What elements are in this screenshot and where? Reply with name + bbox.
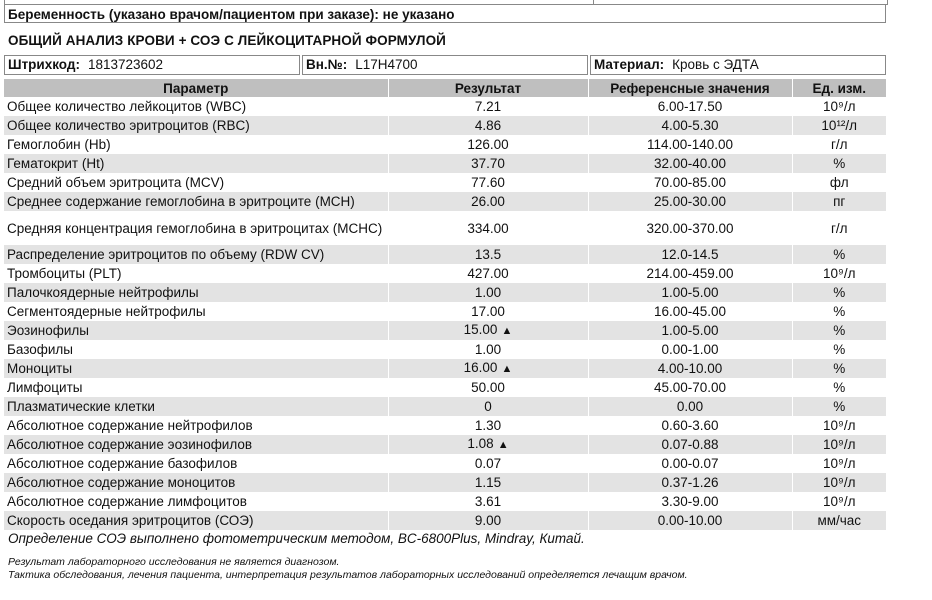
parameter-cell-text: Скорость оседания эритроцитов (СОЭ) <box>7 513 254 528</box>
unit-cell-text: 10⁹/л <box>823 266 856 281</box>
table-row <box>4 492 886 511</box>
table-row <box>4 245 886 264</box>
parameter-cell-text: Общее количество эритроцитов (RBC) <box>7 118 250 133</box>
unit-cell <box>792 416 886 435</box>
unit-cell <box>792 397 886 416</box>
unit-cell-text: пг <box>833 194 846 209</box>
result-cell-text: 17.00 <box>471 304 505 319</box>
unit-cell <box>792 378 886 397</box>
reference-cell-text: 25.00-30.00 <box>653 194 727 209</box>
column-header-unit: Ед. изм. <box>792 79 886 97</box>
unit-cell-text: % <box>833 285 846 300</box>
result-cell <box>388 454 588 473</box>
result-cell-text: 7.21 <box>474 99 502 114</box>
parameter-cell-text: Моноциты <box>7 361 73 376</box>
result-cell-text: 0 <box>484 399 492 414</box>
barcode-label: Штрихкод: <box>8 57 80 72</box>
parameter-cell-text: Гематокрит (Ht) <box>7 156 105 171</box>
high-flag-icon: ▲ <box>497 439 509 451</box>
reference-cell-text: 0.00-1.00 <box>661 342 719 357</box>
unit-cell <box>792 511 886 530</box>
result-cell <box>388 359 588 378</box>
table-row <box>4 511 886 530</box>
unit-cell-text: фл <box>829 175 849 190</box>
parameter-cell <box>4 511 388 530</box>
unit-cell-text: % <box>833 156 846 171</box>
reference-cell-text: 4.00-5.30 <box>661 118 719 133</box>
column-header-parameter: Параметр <box>4 79 388 97</box>
reference-cell-text: 114.00-140.00 <box>646 137 734 152</box>
reference-cell-text: 70.00-85.00 <box>653 175 727 190</box>
result-cell <box>388 435 588 454</box>
unit-cell-text: % <box>833 399 846 414</box>
unit-cell <box>792 245 886 264</box>
table-row <box>4 302 886 321</box>
result-cell <box>388 264 588 283</box>
reference-cell <box>588 211 792 245</box>
reference-cell <box>588 192 792 211</box>
barcode-value: 1813723602 <box>87 57 164 72</box>
unit-cell <box>792 192 886 211</box>
reference-cell <box>588 416 792 435</box>
table-row <box>4 192 886 211</box>
parameter-cell <box>4 154 388 173</box>
result-cell <box>388 321 588 340</box>
method-note: Определение СОЭ выполнено фотометрическим методом, BC-6800Plus, Mindray, Китай. <box>8 531 585 546</box>
reference-cell <box>588 321 792 340</box>
result-cell <box>388 192 588 211</box>
parameter-cell <box>4 264 388 283</box>
reference-cell <box>588 135 792 154</box>
parameter-cell-text: Лимфоциты <box>7 380 83 395</box>
result-cell <box>388 211 588 245</box>
results-table <box>4 79 886 530</box>
internal-number-label: Вн.№: <box>306 57 348 72</box>
unit-cell <box>792 340 886 359</box>
reference-cell <box>588 97 792 116</box>
table-row <box>4 283 886 302</box>
reference-cell-text: 0.00-10.00 <box>657 513 723 528</box>
result-cell-text: 9.00 <box>474 513 502 528</box>
parameter-cell <box>4 283 388 302</box>
result-cell-text: 26.00 <box>471 194 505 209</box>
reference-cell <box>588 245 792 264</box>
reference-cell-text: 45.00-70.00 <box>653 380 727 395</box>
reference-cell-text: 214.00-459.00 <box>646 266 734 281</box>
high-flag-icon: ▲ <box>501 363 513 375</box>
result-cell-text: 0.07 <box>474 456 502 471</box>
reference-cell-text: 16.00-45.00 <box>653 304 727 319</box>
result-cell <box>388 397 588 416</box>
unit-cell-text: 10⁹/л <box>823 418 856 433</box>
result-cell-text: 4.86 <box>474 118 502 133</box>
reference-cell-text: 3.30-9.00 <box>661 494 719 509</box>
parameter-cell-text: Распределение эритроцитов по объему (RDW CV) <box>7 247 325 262</box>
result-cell-text: 1.15 <box>474 475 502 490</box>
unit-cell <box>792 454 886 473</box>
result-cell <box>388 154 588 173</box>
table-row <box>4 173 886 192</box>
parameter-cell <box>4 245 388 264</box>
result-cell-text: 126.00 <box>467 137 509 152</box>
table-row <box>4 435 886 454</box>
parameter-cell <box>4 397 388 416</box>
unit-cell <box>792 116 886 135</box>
disclaimer-interpretation: Тактика обследования, лечения пациента, интерпретация результатов лабораторных исследований определяется лечащим врачом. <box>8 569 688 581</box>
parameter-cell-text: Сегментоядерные нейтрофилы <box>7 304 206 319</box>
unit-cell <box>792 473 886 492</box>
internal-number-box <box>302 55 588 75</box>
unit-cell-text: 10⁹/л <box>823 456 856 471</box>
result-cell-text: 50.00 <box>471 380 505 395</box>
reference-cell-text: 0.60-3.60 <box>661 418 719 433</box>
reference-cell-text: 32.00-40.00 <box>653 156 727 171</box>
reference-cell <box>588 264 792 283</box>
reference-cell <box>588 359 792 378</box>
unit-cell <box>792 264 886 283</box>
result-cell <box>388 473 588 492</box>
parameter-cell-text: Гемоглобин (Hb) <box>7 137 111 152</box>
reference-cell <box>588 435 792 454</box>
unit-cell <box>792 435 886 454</box>
reference-cell <box>588 492 792 511</box>
table-row <box>4 454 886 473</box>
column-header-result: Результат <box>388 79 588 97</box>
table-row <box>4 97 886 116</box>
reference-cell <box>588 302 792 321</box>
internal-number-value: L17H4700 <box>355 57 418 72</box>
unit-cell-text: 10⁹/л <box>823 475 856 490</box>
result-cell-text: 1.30 <box>474 418 502 433</box>
reference-cell <box>588 283 792 302</box>
parameter-cell-text: Средняя концентрация гемоглобина в эритроцитах (MCHC) <box>7 220 383 236</box>
unit-cell <box>792 321 886 340</box>
material-box <box>590 55 886 75</box>
result-cell <box>388 302 588 321</box>
unit-cell <box>792 302 886 321</box>
reference-cell <box>588 340 792 359</box>
parameter-cell <box>4 116 388 135</box>
reference-cell-text: 1.00-5.00 <box>661 285 719 300</box>
unit-cell <box>792 492 886 511</box>
unit-cell-text: % <box>833 323 846 338</box>
column-header-reference: Референсные значения <box>588 79 792 97</box>
parameter-cell-text: Средний объем эритроцита (MCV) <box>7 175 225 190</box>
material-label: Материал: <box>594 57 665 72</box>
result-cell <box>388 340 588 359</box>
parameter-cell-text: Плазматические клетки <box>7 399 155 414</box>
result-cell <box>388 283 588 302</box>
table-row <box>4 378 886 397</box>
table-row <box>4 211 886 245</box>
table-row <box>4 397 886 416</box>
unit-cell-text: г/л <box>830 220 848 236</box>
parameter-cell <box>4 173 388 192</box>
unit-cell-text: % <box>833 304 846 319</box>
reference-cell-text: 4.00-10.00 <box>657 361 723 376</box>
reference-cell <box>588 511 792 530</box>
parameter-cell <box>4 454 388 473</box>
parameter-cell <box>4 340 388 359</box>
result-cell-text: 13.5 <box>474 247 502 262</box>
parameter-cell <box>4 211 388 245</box>
result-cell-text: 1.08 <box>467 436 494 451</box>
parameter-cell <box>4 359 388 378</box>
unit-cell <box>792 173 886 192</box>
reference-cell-text: 0.00 <box>676 399 704 414</box>
unit-cell-text: г/л <box>830 137 848 152</box>
result-cell-text: 77.60 <box>471 175 505 190</box>
result-cell <box>388 492 588 511</box>
reference-cell-text: 0.07-0.88 <box>661 437 719 452</box>
table-row <box>4 135 886 154</box>
parameter-cell <box>4 192 388 211</box>
unit-cell <box>792 283 886 302</box>
table-row <box>4 116 886 135</box>
parameter-cell-text: Палочкоядерные нейтрофилы <box>7 285 199 300</box>
parameter-cell <box>4 435 388 454</box>
unit-cell-text: мм/час <box>817 513 862 528</box>
unit-cell <box>792 97 886 116</box>
parameter-cell <box>4 416 388 435</box>
parameter-cell <box>4 135 388 154</box>
reference-cell-text: 320.00-370.00 <box>646 220 734 236</box>
parameter-cell <box>4 492 388 511</box>
unit-cell-text: 10¹²/л <box>821 118 858 133</box>
reference-cell <box>588 116 792 135</box>
result-cell-text: 3.61 <box>474 494 502 509</box>
table-row <box>4 340 886 359</box>
parameter-cell-text: Абсолютное содержание базофилов <box>7 456 238 471</box>
parameter-cell-text: Абсолютное содержание эозинофилов <box>7 437 253 452</box>
high-flag-icon: ▲ <box>501 325 513 337</box>
unit-cell-text: 10⁹/л <box>823 494 856 509</box>
reference-cell-text: 0.37-1.26 <box>661 475 719 490</box>
reference-cell-text: 0.00-0.07 <box>661 456 719 471</box>
result-cell <box>388 378 588 397</box>
unit-cell <box>792 359 886 378</box>
reference-cell-text: 6.00-17.50 <box>657 99 723 114</box>
parameter-cell <box>4 97 388 116</box>
parameter-cell <box>4 378 388 397</box>
result-cell-text: 427.00 <box>467 266 509 281</box>
result-cell <box>388 416 588 435</box>
result-cell <box>388 511 588 530</box>
results-body <box>4 97 886 530</box>
result-cell <box>388 245 588 264</box>
result-cell <box>388 135 588 154</box>
table-row <box>4 154 886 173</box>
unit-cell-text: % <box>833 342 846 357</box>
reference-cell <box>588 473 792 492</box>
result-cell <box>388 116 588 135</box>
barcode-box <box>4 55 300 75</box>
reference-cell <box>588 397 792 416</box>
unit-cell-text: % <box>833 380 846 395</box>
table-row <box>4 264 886 283</box>
result-cell-text: 16.00 <box>463 360 498 375</box>
pregnancy-status-line: Беременность (указано врачом/пациентом при заказе): не указано <box>4 4 886 23</box>
parameter-cell <box>4 321 388 340</box>
parameter-cell <box>4 302 388 321</box>
result-cell-text: 334.00 <box>467 220 509 236</box>
reference-cell-text: 12.0-14.5 <box>661 247 719 262</box>
unit-cell <box>792 154 886 173</box>
parameter-cell <box>4 473 388 492</box>
results-header-row <box>4 79 886 97</box>
table-row <box>4 321 886 340</box>
reference-cell <box>588 378 792 397</box>
parameter-cell-text: Среднее содержание гемоглобина в эритроците (MCH) <box>7 194 355 209</box>
table-row <box>4 359 886 378</box>
result-cell-text: 37.70 <box>471 156 505 171</box>
parameter-cell-text: Базофилы <box>7 342 73 357</box>
reference-cell-text: 1.00-5.00 <box>661 323 719 338</box>
parameter-cell-text: Эозинофилы <box>7 323 89 338</box>
result-cell <box>388 173 588 192</box>
unit-cell-text: 10⁹/л <box>823 437 856 452</box>
result-cell-text: 1.00 <box>474 342 502 357</box>
reference-cell <box>588 154 792 173</box>
test-title: ОБЩИЙ АНАЛИЗ КРОВИ + СОЭ С ЛЕЙКОЦИТАРНОЙ ФОРМУЛОЙ <box>8 33 446 48</box>
unit-cell <box>792 135 886 154</box>
unit-cell-text: 10⁹/л <box>823 99 856 114</box>
parameter-cell-text: Общее количество лейкоцитов (WBC) <box>7 99 247 114</box>
result-cell-text: 1.00 <box>474 285 502 300</box>
table-row <box>4 473 886 492</box>
parameter-cell-text: Абсолютное содержание лимфоцитов <box>7 494 247 509</box>
material-value: Кровь с ЭДТА <box>672 57 759 72</box>
unit-cell-text: % <box>833 247 846 262</box>
result-cell <box>388 97 588 116</box>
reference-cell <box>588 454 792 473</box>
parameter-cell-text: Абсолютное содержание нейтрофилов <box>7 418 253 433</box>
result-cell-text: 15.00 <box>463 322 498 337</box>
parameter-cell-text: Абсолютное содержание моноцитов <box>7 475 236 490</box>
parameter-cell-text: Тромбоциты (PLT) <box>7 266 122 281</box>
disclaimer-diagnosis: Результат лабораторного исследования не является диагнозом. <box>8 556 340 568</box>
table-row <box>4 416 886 435</box>
reference-cell <box>588 173 792 192</box>
unit-cell-text: % <box>833 361 846 376</box>
unit-cell <box>792 211 886 245</box>
